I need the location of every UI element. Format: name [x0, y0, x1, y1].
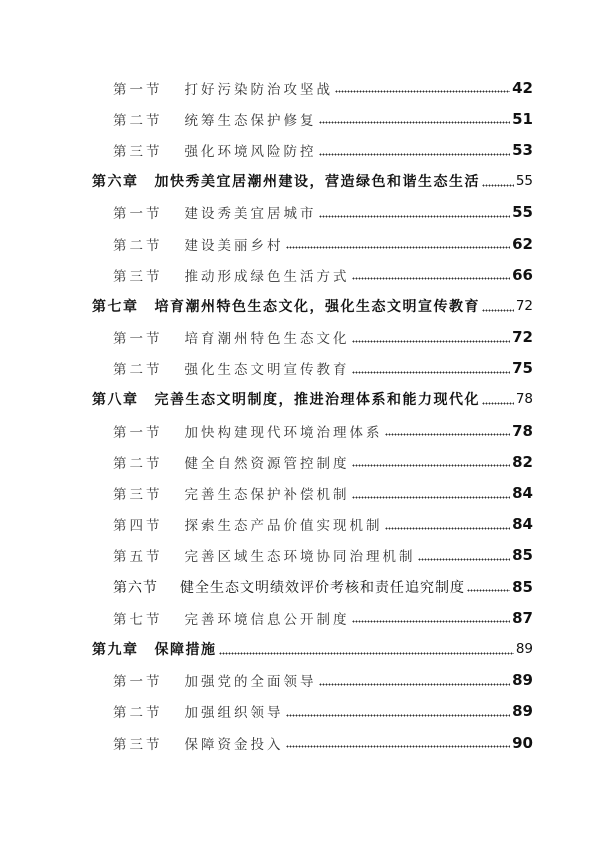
toc-entry-number: 第二节	[113, 237, 163, 254]
toc-dot-leader	[286, 240, 511, 250]
toc-dot-leader	[286, 708, 511, 718]
toc-entry-title: 强化生态文明宣传教育	[184, 362, 350, 379]
toc-page-number: 89	[512, 671, 533, 690]
toc-entry-number: 第六节	[113, 579, 158, 596]
toc-page-number: 72	[515, 297, 533, 314]
toc-entry-number: 第一节	[113, 331, 163, 348]
toc-page-number: 87	[512, 608, 533, 627]
toc-entry-title: 强化环境风险防控	[184, 143, 317, 160]
toc-dot-leader	[418, 552, 511, 562]
toc-entry-label	[113, 483, 350, 503]
toc-dot-leader	[482, 396, 514, 406]
toc-dot-leader	[352, 334, 511, 344]
toc-chapter-entry[interactable]	[0, 384, 533, 415]
toc-entry-title: 加快秀美宜居潮州建设，营造绿色和谐生态生活	[154, 174, 480, 191]
toc-entry-label	[113, 670, 317, 690]
toc-entry-label	[92, 639, 217, 659]
toc-dot-leader	[286, 739, 511, 749]
toc-entry-title: 探索生态产品价值实现机制	[184, 518, 383, 535]
toc-entry-title: 培育潮州特色生态文化，强化生态文明宣传教育	[154, 298, 480, 315]
toc-entry-number: 第二节	[113, 455, 163, 472]
toc-entry-label	[113, 265, 350, 285]
toc-entry-label	[92, 171, 480, 191]
toc-section-entry[interactable]	[0, 134, 533, 165]
toc-entry-label	[113, 421, 383, 441]
toc-entry-title: 保障资金投入	[184, 736, 284, 753]
toc-entry-title: 推动形成绿色生活方式	[184, 268, 350, 285]
toc-section-entry[interactable]	[0, 696, 533, 727]
toc-page-number: 90	[512, 733, 533, 752]
toc-dot-leader	[319, 115, 511, 125]
toc-entry-label	[113, 577, 465, 597]
toc-page-number: 72	[512, 328, 533, 347]
toc-section-entry[interactable]	[0, 353, 533, 384]
toc-entry-label	[113, 733, 284, 753]
toc-page-number: 82	[512, 452, 533, 471]
toc-chapter-entry[interactable]	[0, 290, 533, 321]
toc-entry-number: 第三节	[113, 268, 163, 285]
toc-dot-leader	[219, 646, 514, 656]
toc-page-number: 62	[512, 234, 533, 253]
toc-entry-number: 第一节	[113, 674, 163, 691]
toc-entry-label	[113, 109, 317, 129]
toc-entry-number: 第九章	[92, 641, 139, 658]
toc-section-entry[interactable]	[0, 103, 533, 134]
toc-entry-title: 加强党的全面领导	[184, 674, 317, 691]
toc-page-number: 84	[512, 515, 533, 534]
toc-entry-title: 完善生态保护补偿机制	[184, 487, 350, 504]
toc-entry-number: 第一节	[113, 206, 163, 223]
toc-entry-title: 健全自然资源管控制度	[184, 455, 350, 472]
toc-dot-leader	[352, 458, 511, 468]
toc-entry-label	[113, 234, 284, 254]
toc-dot-leader	[385, 521, 511, 531]
toc-entry-number: 第七节	[113, 611, 163, 628]
toc-chapter-entry[interactable]	[0, 633, 533, 664]
toc-section-entry[interactable]	[0, 446, 533, 477]
toc-entry-number: 第八章	[92, 392, 139, 409]
toc-section-entry[interactable]	[0, 665, 533, 696]
toc-entry-label	[113, 608, 350, 628]
toc-entry-label	[113, 358, 350, 378]
toc-page-number: 89	[515, 640, 533, 657]
toc-page-number: 84	[512, 484, 533, 503]
toc-entry-title: 加快构建现代环境治理体系	[184, 424, 383, 441]
toc-page-number: 89	[512, 702, 533, 721]
toc-section-entry[interactable]	[0, 322, 533, 353]
toc-entry-number: 第一节	[113, 424, 163, 441]
toc-section-entry[interactable]	[0, 197, 533, 228]
toc-entry-title: 保障措施	[154, 641, 217, 658]
toc-entry-title: 完善区域生态环境协同治理机制	[184, 549, 416, 566]
toc-section-entry[interactable]	[0, 509, 533, 540]
toc-entry-number: 第四节	[113, 518, 163, 535]
toc-entry-title: 健全生态文明绩效评价考核和责任追究制度	[180, 579, 465, 596]
table-of-contents	[0, 72, 600, 758]
toc-entry-number: 第三节	[113, 736, 163, 753]
toc-dot-leader	[352, 614, 511, 624]
toc-section-entry[interactable]	[0, 602, 533, 633]
toc-section-entry[interactable]	[0, 540, 533, 571]
toc-entry-number: 第六章	[92, 174, 139, 191]
toc-section-entry[interactable]	[0, 727, 533, 758]
toc-entry-title: 完善环境信息公开制度	[184, 611, 350, 628]
toc-section-entry[interactable]	[0, 571, 533, 602]
toc-dot-leader	[482, 178, 514, 188]
toc-page-number: 75	[512, 359, 533, 378]
toc-section-entry[interactable]	[0, 259, 533, 290]
toc-page-number: 85	[512, 546, 533, 565]
toc-page-number: 42	[512, 78, 533, 97]
toc-entry-number: 第二节	[113, 362, 163, 379]
toc-page-number: 78	[512, 421, 533, 440]
toc-entry-number: 第三节	[113, 487, 163, 504]
toc-entry-label	[113, 514, 383, 534]
toc-entry-number: 第三节	[113, 143, 163, 160]
toc-entry-label	[113, 140, 317, 160]
toc-entry-title: 打好污染防治攻坚战	[184, 81, 333, 98]
toc-dot-leader	[385, 427, 511, 437]
toc-entry-number: 第二节	[113, 112, 163, 129]
toc-entry-number: 第五节	[113, 549, 163, 566]
toc-page-number: 78	[515, 391, 533, 408]
toc-dot-leader	[352, 271, 511, 281]
toc-dot-leader	[482, 303, 514, 313]
toc-entry-title: 完善生态文明制度，推进治理体系和能力现代化	[154, 392, 480, 409]
toc-entry-number: 第二节	[113, 705, 163, 722]
toc-page-number: 85	[512, 577, 533, 596]
toc-page-number: 55	[515, 173, 533, 190]
toc-entry-label	[113, 452, 350, 472]
toc-entry-title: 建设美丽乡村	[184, 237, 284, 254]
toc-section-entry[interactable]	[0, 72, 533, 103]
toc-entry-number: 第七章	[92, 298, 139, 315]
toc-section-entry[interactable]	[0, 228, 533, 259]
toc-page-number: 51	[512, 109, 533, 128]
toc-section-entry[interactable]	[0, 415, 533, 446]
toc-dot-leader	[319, 209, 511, 219]
toc-dot-leader	[352, 490, 511, 500]
toc-chapter-entry[interactable]	[0, 166, 533, 197]
toc-entry-label	[92, 389, 480, 409]
toc-page-number: 66	[512, 265, 533, 284]
toc-entry-label	[113, 78, 333, 98]
toc-page-number: 53	[512, 140, 533, 159]
toc-section-entry[interactable]	[0, 477, 533, 508]
toc-entry-title: 统筹生态保护修复	[184, 112, 317, 129]
toc-entry-title: 培育潮州特色生态文化	[184, 331, 350, 348]
toc-entry-label	[92, 296, 480, 316]
toc-dot-leader	[319, 147, 511, 157]
toc-dot-leader	[467, 583, 510, 593]
toc-entry-label	[113, 545, 416, 565]
toc-entry-label	[113, 327, 350, 347]
toc-entry-number: 第一节	[113, 81, 163, 98]
toc-page-number: 55	[512, 203, 533, 222]
toc-dot-leader	[319, 677, 511, 687]
toc-entry-label	[113, 202, 317, 222]
toc-entry-title: 建设秀美宜居城市	[184, 206, 317, 223]
toc-dot-leader	[352, 365, 511, 375]
toc-dot-leader	[335, 84, 510, 94]
toc-entry-title: 加强组织领导	[184, 705, 284, 722]
toc-entry-label	[113, 701, 284, 721]
